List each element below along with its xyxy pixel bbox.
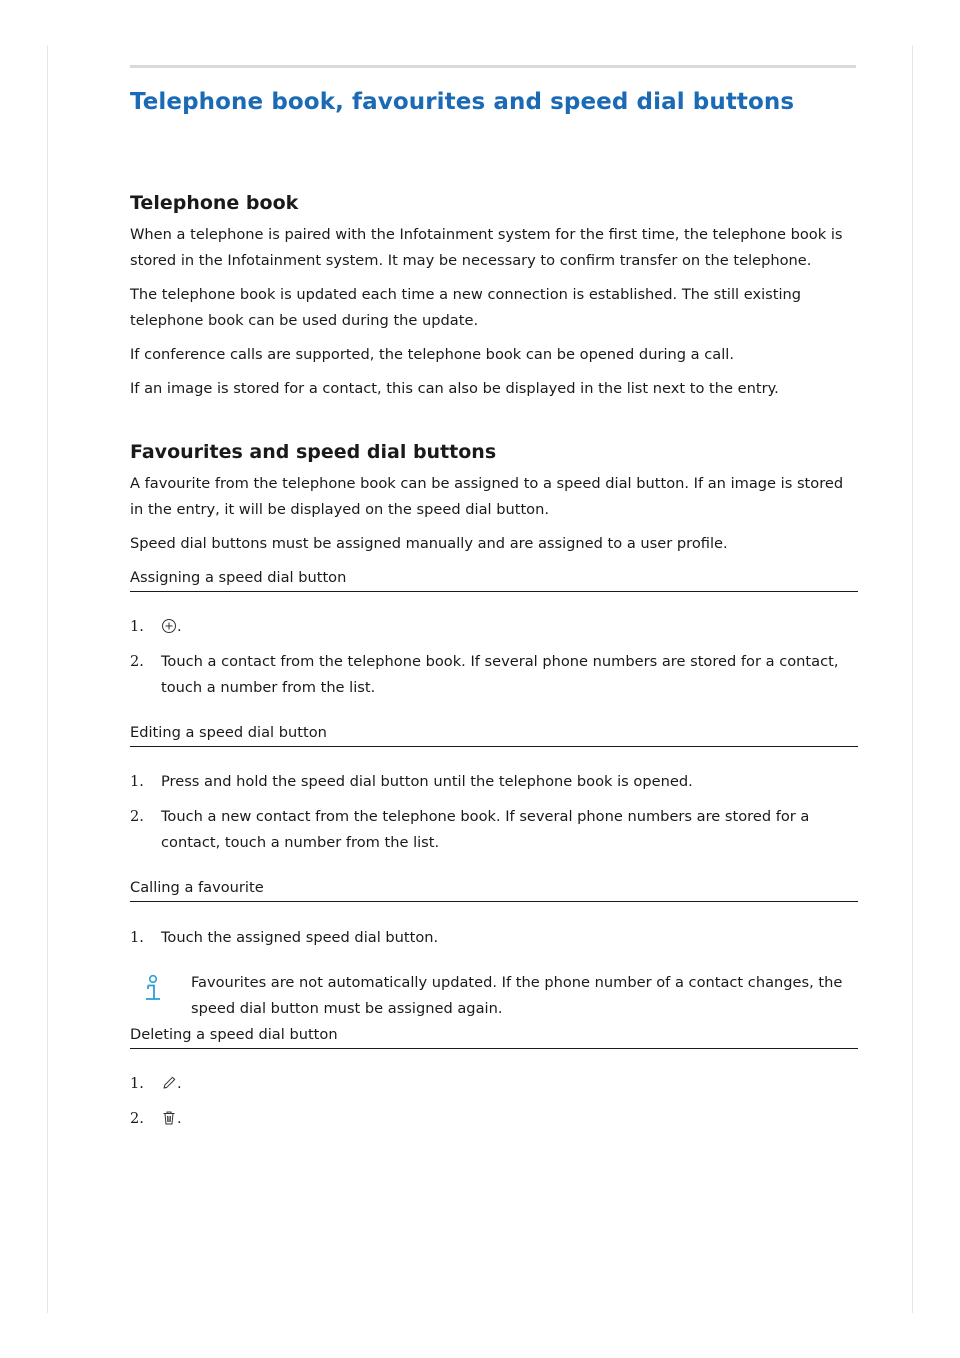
step-text: Touch a new contact from the telephone book. If several phone numbers are stored for a contact, touch a number from the list.: [161, 808, 810, 851]
step-text: Touch the assigned speed dial button.: [161, 929, 439, 946]
step-text-suffix: .: [177, 618, 182, 635]
info-icon: [142, 974, 164, 1011]
step-number: 1.: [130, 929, 144, 946]
pencil-icon: [161, 1074, 177, 1100]
step-text: Press and hold the speed dial button until the telephone book is opened.: [161, 773, 693, 790]
telephone-book-paragraph: When a telephone is paired with the Infotainment system for the first time, the telephone book is stored in the Infotainment system. It may be necessary to confirm transfer on the telephone.: [130, 226, 843, 269]
assigning-heading: Assigning a speed dial button: [130, 565, 858, 592]
calling-heading: Calling a favourite: [130, 875, 858, 902]
step-number: 2.: [130, 653, 144, 670]
page-margin-right: [912, 45, 913, 1313]
step-text-suffix: .: [177, 1075, 182, 1092]
step-number: 1.: [130, 773, 144, 790]
step-number: 2.: [130, 1110, 144, 1127]
add-circle-icon: [161, 617, 177, 643]
step-number: 2.: [130, 808, 144, 825]
favourites-paragraph: Speed dial buttons must be assigned manually and are assigned to a user profile.: [130, 535, 728, 552]
telephone-book-paragraph: If an image is stored for a contact, this can also be displayed in the list next to the entry.: [130, 380, 779, 397]
step-text: [161, 1106, 858, 1135]
page-margin-left: [47, 45, 48, 1313]
telephone-book-paragraph: If conference calls are supported, the telephone book can be opened during a call.: [130, 346, 734, 363]
telephone-book-paragraph: The telephone book is updated each time a new connection is established. The still existing telephone book can be used during the update.: [130, 286, 802, 329]
editing-heading: Editing a speed dial button: [130, 720, 858, 747]
page-title: Telephone book, favourites and speed dial buttons: [130, 89, 795, 115]
step-text-suffix: .: [177, 1110, 182, 1127]
step-number: 1.: [130, 1075, 144, 1092]
info-note-text: Favourites are not automatically updated. If the phone number of a contact changes, the speed dial button must be assigned again.: [191, 974, 843, 1017]
header-divider: [130, 65, 856, 68]
step-number: 1.: [130, 618, 144, 635]
step-text: [161, 614, 858, 643]
favourites-paragraph: A favourite from the telephone book can be assigned to a speed dial button. If an image is stored in the entry, it will be displayed on the speed dial button.: [130, 475, 844, 518]
telephone-book-heading: Telephone book: [130, 192, 299, 214]
step-text: Touch a contact from the telephone book. If several phone numbers are stored for a contact, touch a number from the list.: [161, 653, 839, 696]
step-text: [161, 1071, 858, 1100]
trash-icon: [161, 1109, 177, 1135]
favourites-heading: Favourites and speed dial buttons: [130, 441, 497, 463]
deleting-heading: Deleting a speed dial button: [130, 1022, 858, 1049]
